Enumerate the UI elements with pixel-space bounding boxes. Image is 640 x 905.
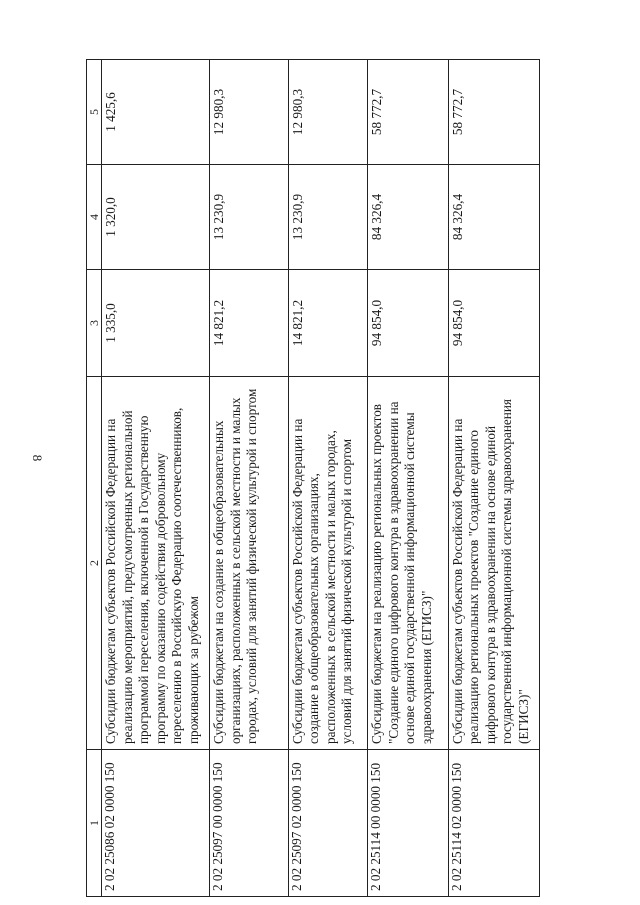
amount-cell: 13 230,9 [210,165,288,270]
table-row [368,60,449,897]
column-header: 5 [87,60,102,165]
amount-cell: 58 772,7 [448,60,539,165]
table-row [102,60,210,897]
column-header: 4 [87,165,102,270]
description-cell: Субсидии бюджетам субъектов Российской Федерации на реализацию мероприятий, предусмотренных региональной программой переселения, включенной в Государственную программу по оказанию содействия добровольному переселению в Российскую Федерацию соотечественников, проживающих за рубежом [102,377,210,750]
description-cell: Субсидии бюджетам субъектов Российской Федерации на реализацию региональных проектов "Создание единого цифрового контура в здравоохранении на основе единой государственной информационной системы здравоохранения (ЕГИСЗ)" [448,377,539,750]
column-header: 3 [87,270,102,377]
page-number: 8 [30,454,45,462]
amount-cell: 94 854,0 [448,270,539,377]
rotated-table-container [86,60,540,897]
description-cell: Субсидии бюджетам на создание в общеобразовательных организациях, расположенных в сельской местности и малых городах, условий для занятий физической культурой и спортом [210,377,288,750]
column-header: 1 [87,750,102,897]
amount-cell: 13 230,9 [288,165,367,270]
budget-code-cell: 2 02 25114 00 0000 150 [368,750,449,897]
amount-cell: 1 335,0 [102,270,210,377]
table-row [448,60,539,897]
table-row [210,60,288,897]
amount-cell: 1 425,6 [102,60,210,165]
amount-cell: 1 320,0 [102,165,210,270]
table-row [288,60,367,897]
description-cell: Субсидии бюджетам субъектов Российской Федерации на создание в общеобразовательных организациях, расположенных в сельской местности и малых городах, условий для занятий физической культурой и спортом [288,377,367,750]
budget-table [86,59,540,897]
amount-cell: 84 326,4 [448,165,539,270]
column-header: 2 [87,377,102,750]
amount-cell: 12 980,3 [210,60,288,165]
amount-cell: 58 772,7 [368,60,449,165]
budget-code-cell: 2 02 25114 02 0000 150 [448,750,539,897]
header-row [87,60,102,897]
budget-code-cell: 2 02 25086 02 0000 150 [102,750,210,897]
amount-cell: 94 854,0 [368,270,449,377]
amount-cell: 14 821,2 [210,270,288,377]
description-cell: Субсидии бюджетам на реализацию региональных проектов "Создание единого цифрового контура в здравоохранении на основе единой государственной информационной системы здравоохранения (ЕГИСЗ)" [368,377,449,750]
budget-code-cell: 2 02 25097 02 0000 150 [288,750,367,897]
amount-cell: 14 821,2 [288,270,367,377]
budget-code-cell: 2 02 25097 00 0000 150 [210,750,288,897]
amount-cell: 84 326,4 [368,165,449,270]
amount-cell: 12 980,3 [288,60,367,165]
